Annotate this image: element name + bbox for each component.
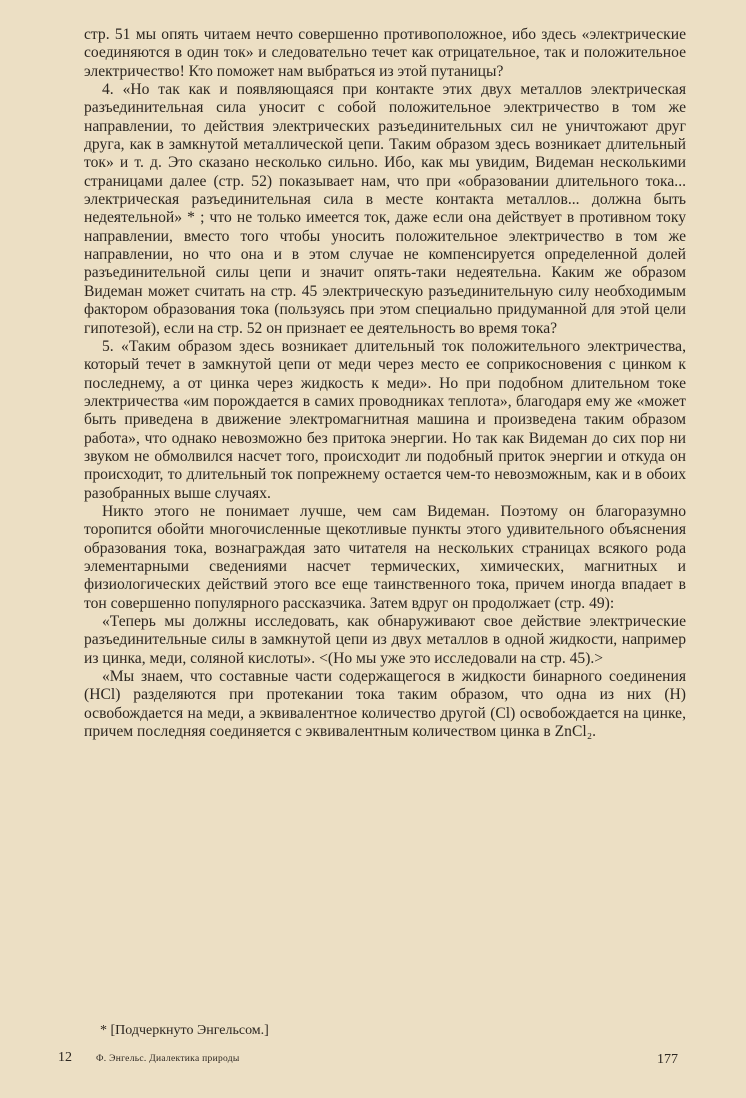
- paragraph: Никто этого не понимает лучше, чем сам Видеман. Поэтому он благоразумно торопится обойти многочисленные щекотливые пункты этого удивительного объяснения образования тока, вознаграждая зато читателя на нескольких страницах всякого рода элементарными сведениями насчет термических, химических, магнитных и физиологических действий этого все еще таинственного тока, причем иногда впадает в тон совершенно популярного рассказчика. Затем вдруг он продолжает (стр. 49):: [84, 502, 686, 612]
- signature-number: 12: [58, 1050, 72, 1065]
- paragraph: «Теперь мы должны исследовать, как обнаруживают свое действие электрические разъединительные силы в замкнутой цепи из двух металлов в одной жидкости, например из цинка, меди, соляной кислоты». <(Но мы уже это исследовали на стр. 45).>: [84, 613, 686, 667]
- paragraph: 5. «Таким образом здесь возникает длительный ток положительного электричества, который течет в замкнутой цепи от меди через место ее соприкосновения с цинком к последнему, а от цинка через жидкость к меди». Но при подобном длительном токе электричества «им порождается в самих проводниках теплота», благодаря ему же «может быть приведена в движение электромагнитная машина и произведена таким образом работа», что однако невозможно без притока энергии. Но так как Видеман до сих пор ни звуком не обмолвился насчет того, происходит ли подобный приток энергии и откуда он происходит, то длительный ток попрежнему остается чем-то невозможным, как и в обоих разобранных выше случаях.: [84, 337, 686, 502]
- footnote: * [Подчеркнуто Энгельсом.]: [100, 1023, 269, 1038]
- paragraph: стр. 51 мы опять читаем нечто совершенно противоположное, ибо здесь «электрические соединяются в один ток» и следовательно течет как отрицательное, так и положительное электричество! Кто поможет нам выбраться из этой путаницы?: [84, 26, 686, 80]
- page-number: 177: [657, 1052, 678, 1067]
- paragraph: «Мы знаем, что составные части содержащегося в жидкости бинарного соединения (HCl) разделяются при протекании тока таким образом, что одна из них (H) освобождается на меди, а эквивалентное количество другой (Cl) освобождается на цинке, причем последняя соединяется с эквивалентным количеством цинка в ZnCl₂.: [84, 668, 686, 741]
- signature-text: Ф. Энгельс. Диалектика природы: [96, 1054, 240, 1064]
- body-text: [84, 26, 686, 741]
- paragraph: 4. «Но так как и появляющаяся при контакте этих двух металлов электрическая разъединительная сила уносит с собой положительное электричество в том же направлении, то действия электрических разъединительных сил не уничтожают друг друга, как в замкнутой металлической цепи. Таким образом здесь возникает длительный ток» и т. д. Это сказано несколько сильно. Ибо, как мы увидим, Видеман несколькими страницами далее (стр. 52) показывает нам, что при «образовании длительного тока... электрическая разъединительная сила в месте контакта металлов... должна быть недеятельной» * ; что не только имеется ток, даже если она действует в противном току направлении, вместо того чтобы уносить положительное электричество в том же направлении, но что она и в этом случае не компенсируется определенной долей разъединительной силы цепи и значит опять-таки недеятельна. Каким же образом Видеман может считать на стр. 45 электрическую разъединительную силу необходимым фактором образования тока (пользуясь при этом специально придуманной для этой цели гипотезой), если на стр. 52 он признает ее деятельность во время тока?: [84, 81, 686, 337]
